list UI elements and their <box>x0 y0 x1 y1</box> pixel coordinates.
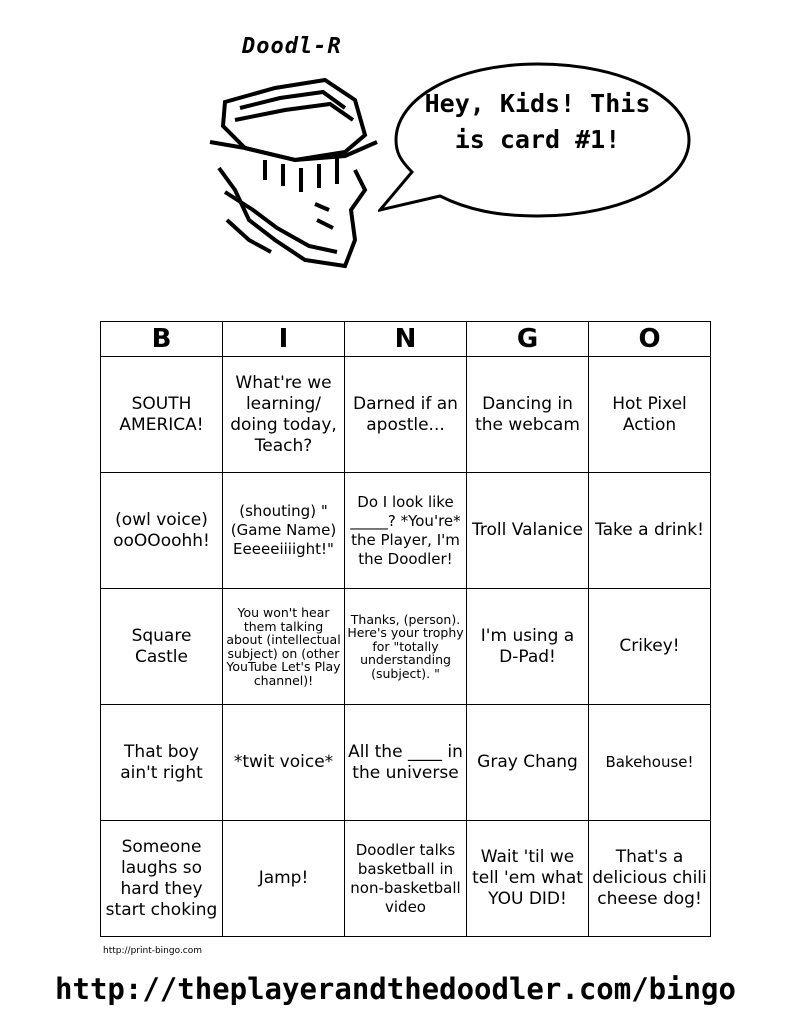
bingo-row <box>101 473 711 589</box>
bingo-cell: Jamp! <box>223 821 345 937</box>
bingo-row <box>101 705 711 821</box>
logo-text: Doodl-R <box>242 34 342 59</box>
speech-line-1: Hey, Kids! This <box>424 89 651 118</box>
footer-url: http://theplayerandthedoodler.com/bingo <box>55 972 736 1006</box>
bingo-cell: Troll Valanice <box>467 473 589 589</box>
bingo-cell: Darned if an apostle... <box>345 357 467 473</box>
bingo-cell: SOUTH AMERICA! <box>101 357 223 473</box>
bingo-cell: Bakehouse! <box>589 705 711 821</box>
column-header-b: B <box>101 322 223 357</box>
bingo-cell: Dancing in the webcam <box>467 357 589 473</box>
bingo-cell: Gray Chang <box>467 705 589 821</box>
column-header-g: G <box>467 322 589 357</box>
speech-line-2: is card #1! <box>454 125 621 154</box>
bingo-cell: That boy ain't right <box>101 705 223 821</box>
bingo-cell: All the ____ in the universe <box>345 705 467 821</box>
bingo-cell: Wait 'til we tell 'em what YOU DID! <box>467 821 589 937</box>
bingo-cell: Hot Pixel Action <box>589 357 711 473</box>
column-header-n: N <box>345 322 467 357</box>
bingo-cell: *twit voice* <box>223 705 345 821</box>
bingo-cell: Take a drink! <box>589 473 711 589</box>
credit-text: http://print-bingo.com <box>103 946 203 956</box>
bingo-cell: I'm using a D-Pad! <box>467 589 589 705</box>
bingo-cell: Do I look like _____? *You're* the Player, I'm the Doodler! <box>345 473 467 589</box>
bingo-cell: You won't hear them talking about (intellectual subject) on (other YouTube Let's Play channel)! <box>223 589 345 705</box>
column-header-o: O <box>589 322 711 357</box>
bingo-cell: Someone laughs so hard they start choking <box>101 821 223 937</box>
bingo-row <box>101 589 711 705</box>
bingo-header-row <box>101 322 711 357</box>
bingo-cell: Square Castle <box>101 589 223 705</box>
bingo-card <box>100 321 711 937</box>
column-header-i: I <box>223 322 345 357</box>
bingo-row <box>101 821 711 937</box>
bingo-cell: Thanks, (person). Here's your trophy for "totally understanding (subject). " <box>345 589 467 705</box>
bingo-cell: What're we learning/ doing today, Teach? <box>223 357 345 473</box>
mascot-illustration <box>205 60 385 280</box>
bingo-cell: Crikey! <box>589 589 711 705</box>
bingo-cell: Doodler talks basketball in non-basketball video <box>345 821 467 937</box>
bingo-cell: (owl voice) ooOOoohh! <box>101 473 223 589</box>
bingo-cell: (shouting) "(Game Name) Eeeeeiiiight!" <box>223 473 345 589</box>
bingo-row <box>101 357 711 473</box>
speech-bubble-text <box>415 74 660 170</box>
bingo-cell: That's a delicious chili cheese dog! <box>589 821 711 937</box>
